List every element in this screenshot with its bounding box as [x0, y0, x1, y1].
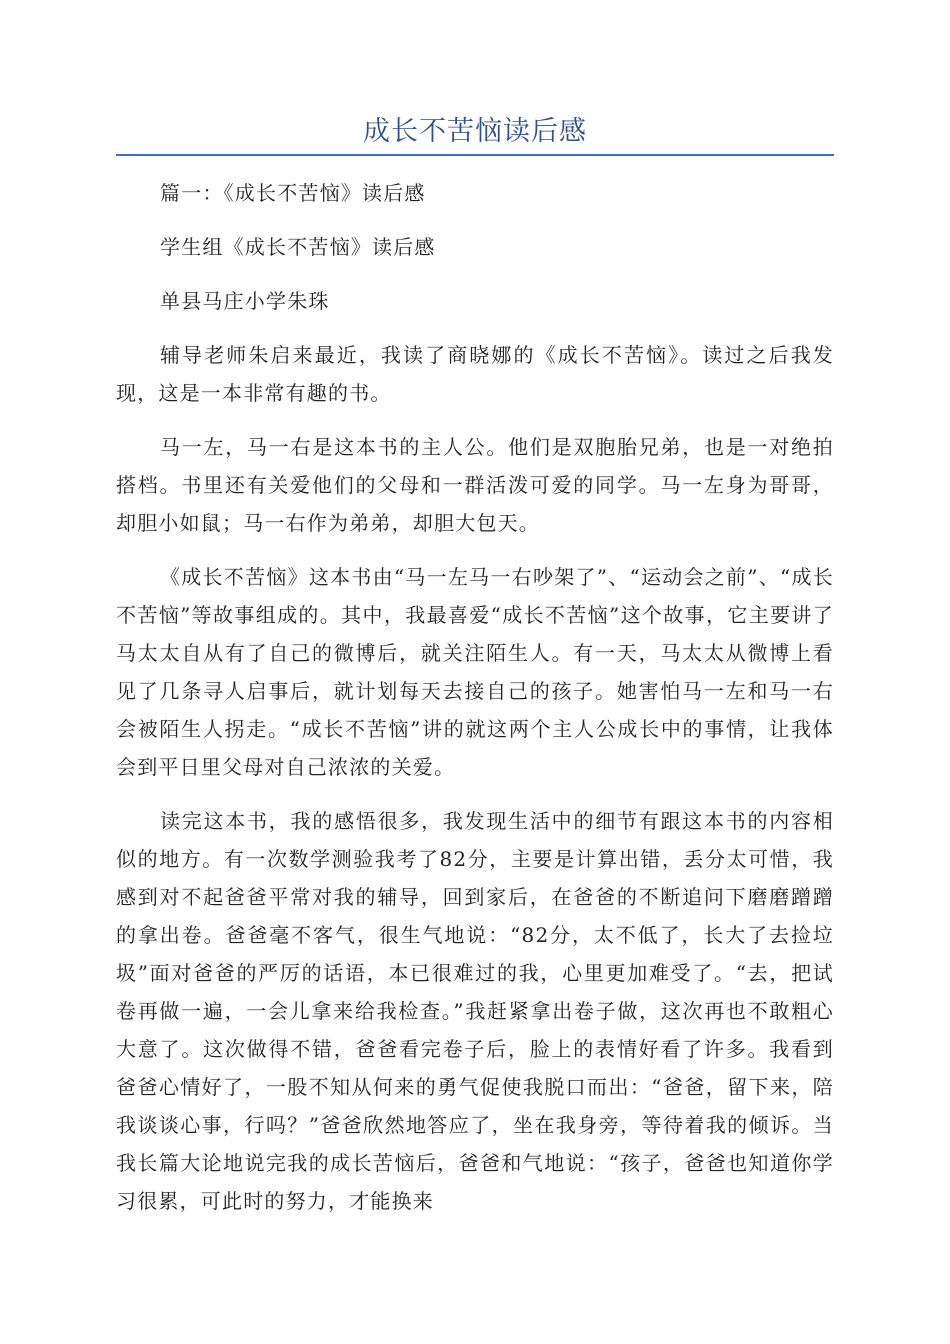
paragraph-intro: 辅导老师朱启来最近，我读了商晓娜的《成长不苦恼》。读过之后我发现，这是一本非常有趣的书。: [116, 343, 834, 405]
title-underline: [116, 154, 834, 156]
paragraph-characters: 马一左，马一右是这本书的主人公。他们是双胞胎兄弟，也是一对绝拍搭档。书里还有关爱他们的父母和一群活泼可爱的同学。马一左身为哥哥，却胆小如鼠；马一右作为弟弟，却胆大包天。: [116, 435, 834, 535]
document-body: [116, 174, 834, 1236]
document-title: 成长不苦恼读后感: [363, 116, 587, 147]
paragraph-stories: 《成长不苦恼》这本书由“马一左马一右吵架了”、“运动会之前”、“成长不苦恼”等故事组成的。其中，我最喜爱“成长不苦恼”这个故事，它主要讲了马太太自从有了自己的微博后，就关注陌生人。有一天，马太太从微博上看见了几条寻人启事后，就计划每天去接自己的孩子。她害怕马一左和马一右会被陌生人拐走。“成长不苦恼”讲的就这两个主人公成长中的事情，让我体会到平日里父母对自己浓浓的关爱。: [116, 565, 834, 779]
essay-subtitle: 学生组《成长不苦恼》读后感: [160, 235, 436, 259]
paragraph-reflection: 读完这本书，我的感悟很多，我发现生活中的细节有跟这本书的内容相似的地方。有一次数学测验我考了82分，主要是计算出错，丢分太可惜，我感到对不起爸爸平常对我的辅导，回到家后，在爸爸的不断追问下磨磨蹭蹭的拿出卷。爸爸毫不客气，很生气地说：“82分，太不低了，长大了去捡垃圾”面对爸爸的严厉的话语，本已很难过的我，心里更加难受了。“去，把试卷再做一遍，一会儿拿来给我检查。”我赶紧拿出卷子做，这次再也不敢粗心大意了。这次做得不错，爸爸看完卷子后，脸上的表情好看了许多。我看到爸爸心情好了，一股不知从何来的勇气促使我脱口而出：“爸爸，留下来，陪我谈谈心事，行吗？”爸爸欣然地答应了，坐在我身旁，等待着我的倾诉。当我长篇大论地说完我的成长苦恼后，爸爸和气地说：“孩子，爸爸也知道你学习很累，可此时的努力，才能换来: [116, 809, 834, 1213]
author-line: 单县马庄小学朱珠: [160, 289, 330, 313]
section-heading: 篇一：《成长不苦恼》读后感: [160, 181, 426, 205]
